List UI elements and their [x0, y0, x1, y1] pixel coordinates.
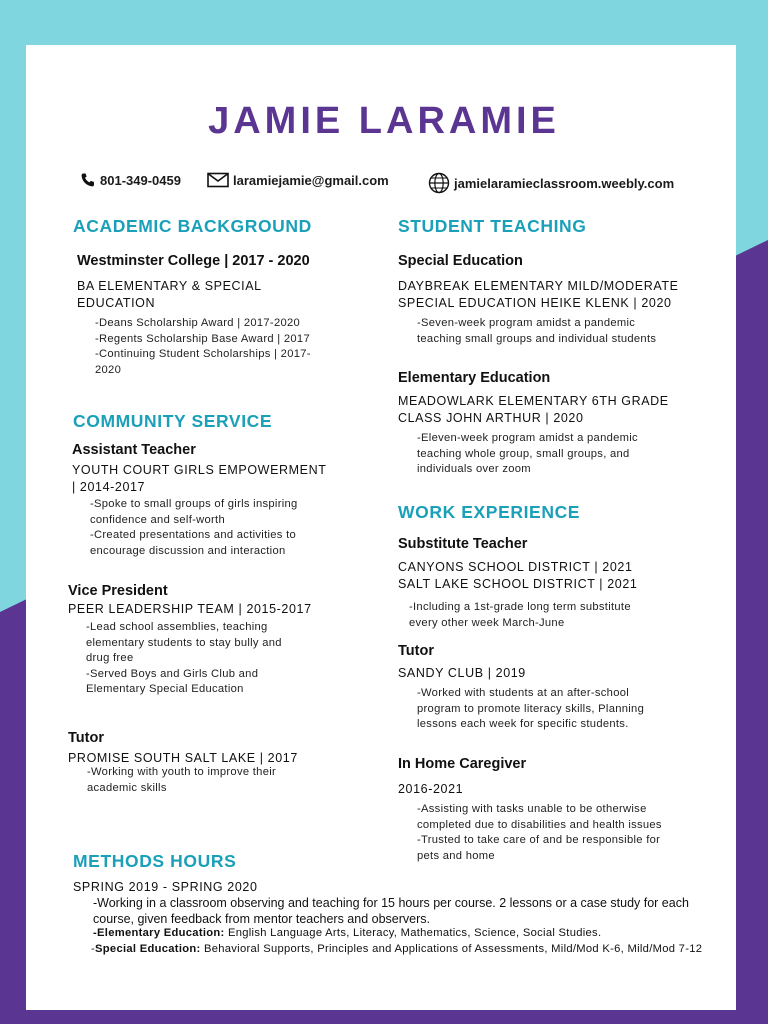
- academic-heading: ACADEMIC BACKGROUND: [73, 216, 312, 236]
- org-line: DAYBREAK ELEMENTARY MILD/MODERATE: [398, 279, 679, 293]
- student-teaching-item-details: [417, 316, 656, 347]
- work-item-org: [398, 665, 526, 682]
- community-item-details: [86, 620, 282, 698]
- methods-courses: [91, 925, 711, 957]
- community-item-title: Assistant Teacher: [72, 442, 196, 458]
- phone-icon: [80, 172, 96, 188]
- community-item-title: Tutor: [68, 730, 104, 746]
- methods-description: -Working in a classroom observing and teaching for 15 hours per course. 2 lessons or a case study for each course, given feedback from mentor teachers and observers.: [93, 896, 689, 926]
- work-item-details: [417, 686, 644, 733]
- detail-line: individuals over zoom: [417, 463, 531, 475]
- community-item-title: Vice President: [68, 583, 168, 599]
- degree-line: BA ELEMENTARY & SPECIAL: [77, 279, 262, 293]
- org-line: PEER LEADERSHIP TEAM | 2015-2017: [68, 602, 312, 616]
- detail-line: -Assisting with tasks unable to be otherwise: [417, 803, 647, 815]
- detail-line: teaching small groups and individual students: [417, 332, 657, 345]
- detail-line: confidence and self-worth: [90, 513, 225, 526]
- org-line: 2016-2021: [398, 782, 464, 796]
- detail-line: teaching whole group, small groups, and: [417, 447, 630, 460]
- org-line: CLASS JOHN ARTHUR | 2020: [398, 411, 584, 425]
- academic-awards: [95, 316, 311, 378]
- org-line: PROMISE SOUTH SALT LAKE | 2017: [68, 751, 298, 765]
- org-line: SALT LAKE SCHOOL DISTRICT | 2021: [398, 577, 638, 591]
- degree-line: EDUCATION: [77, 296, 156, 310]
- detail-line: encourage discussion and interaction: [90, 544, 286, 557]
- detail-line: -Spoke to small groups of girls inspiring: [90, 498, 298, 510]
- community-item-org: [68, 601, 312, 618]
- detail-line: drug free: [86, 652, 134, 664]
- email-address[interactable]: laramiejamie@gmail.com: [233, 172, 389, 188]
- phone-number[interactable]: 801-349-0459: [100, 172, 181, 188]
- academic-school: Westminster College | 2017 - 2020: [77, 253, 310, 269]
- detail-line: -Working with youth to improve their: [87, 766, 277, 778]
- contact-email: [207, 172, 389, 188]
- contact-phone: [80, 172, 181, 188]
- org-line: MEADOWLARK ELEMENTARY 6TH GRADE: [398, 394, 669, 408]
- detail-line: Elementary Special Education: [86, 683, 244, 695]
- detail-line: academic skills: [87, 781, 167, 794]
- student-teaching-item-org: [398, 278, 679, 312]
- elementary-label: -Elementary Education:: [93, 927, 225, 939]
- award-line: -Deans Scholarship Award | 2017-2020: [95, 317, 301, 329]
- envelope-icon: [207, 172, 229, 188]
- student-teaching-item-org: [398, 393, 669, 427]
- org-line: SANDY CLUB | 2019: [398, 666, 526, 680]
- detail-line: -Served Boys and Girls Club and: [86, 667, 259, 680]
- community-item-org: [72, 462, 326, 496]
- work-item-org: [398, 559, 637, 593]
- methods-elementary-line: [93, 925, 711, 941]
- student-teaching-item-title: Elementary Education: [398, 370, 551, 386]
- award-line: -Continuing Student Scholarships | 2017-: [95, 348, 311, 360]
- detail-line: completed due to disabilities and health issues: [417, 818, 662, 831]
- contact-website: [428, 172, 674, 194]
- student-teaching-heading: STUDENT TEACHING: [398, 216, 587, 236]
- org-line: CANYONS SCHOOL DISTRICT | 2021: [398, 560, 633, 574]
- detail-line: program to promote literacy skills, Planning: [417, 702, 645, 715]
- detail-line: -Eleven-week program amidst a pandemic: [417, 432, 638, 444]
- methods-heading: METHODS HOURS: [73, 851, 237, 871]
- elementary-courses: English Language Arts, Literacy, Mathematics, Science, Social Studies.: [224, 927, 602, 939]
- work-heading: WORK EXPERIENCE: [398, 502, 581, 522]
- student-teaching-item-title: Special Education: [398, 253, 523, 269]
- work-item-details: [417, 802, 662, 864]
- special-prefix: -: [91, 943, 96, 955]
- work-item-details: [409, 600, 631, 631]
- work-item-org: [398, 781, 463, 798]
- methods-dates: SPRING 2019 - SPRING 2020: [73, 880, 258, 894]
- special-label: Special Education:: [95, 943, 201, 955]
- globe-icon: [428, 172, 450, 194]
- work-item-title: Substitute Teacher: [398, 536, 528, 552]
- work-item-title: In Home Caregiver: [398, 756, 527, 772]
- detail-line: every other week March-June: [409, 616, 565, 629]
- community-item-details: [87, 765, 276, 796]
- detail-line: -Seven-week program amidst a pandemic: [417, 317, 636, 329]
- website-url[interactable]: jamielaramieclassroom.weebly.com: [454, 175, 675, 191]
- resume-name: JAMIE LARAMIE: [208, 100, 560, 142]
- academic-degree: [77, 278, 262, 312]
- org-line: SPECIAL EDUCATION HEIKE KLENK | 2020: [398, 296, 672, 310]
- award-line: 2020: [95, 363, 122, 376]
- detail-line: -Including a 1st-grade long term substitute: [409, 601, 631, 613]
- detail-line: -Lead school assemblies, teaching: [86, 621, 268, 633]
- detail-line: lessons each week for specific students.: [417, 718, 629, 730]
- award-line: -Regents Scholarship Base Award | 2017: [95, 332, 310, 345]
- org-line: YOUTH COURT GIRLS EMPOWERMENT: [72, 463, 327, 477]
- work-item-title: Tutor: [398, 643, 434, 659]
- methods-special-line: [91, 941, 711, 957]
- detail-line: pets and home: [417, 849, 495, 862]
- detail-line: -Created presentations and activities to: [90, 529, 297, 541]
- detail-line: -Worked with students at an after-school: [417, 687, 630, 699]
- org-line: | 2014-2017: [72, 480, 146, 494]
- detail-line: -Trusted to take care of and be responsible for: [417, 834, 661, 846]
- detail-line: elementary students to stay bully and: [86, 636, 282, 649]
- special-courses: Behavioral Supports, Principles and Applications of Assessments, Mild/Mod K-6, Mild/Mod 7-12: [200, 943, 703, 955]
- community-item-details: [90, 497, 298, 559]
- community-heading: COMMUNITY SERVICE: [73, 411, 273, 431]
- student-teaching-item-details: [417, 431, 638, 478]
